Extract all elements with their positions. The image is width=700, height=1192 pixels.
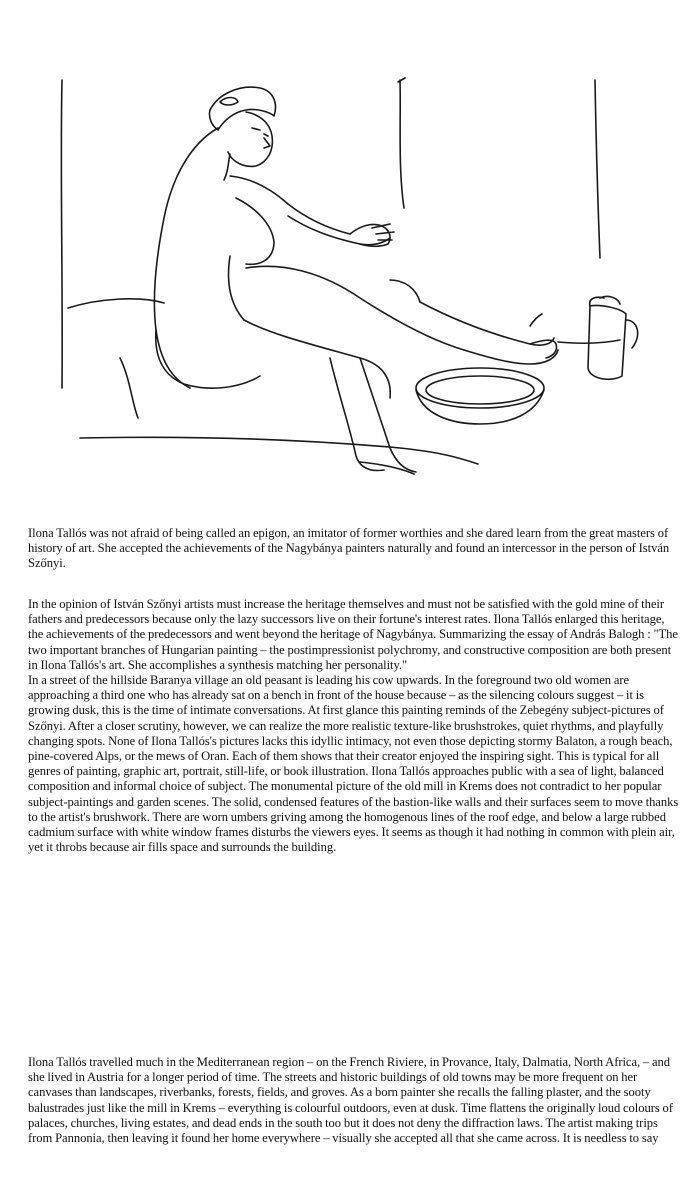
sketch-right-wall-line	[400, 80, 404, 208]
sketch-knee	[390, 280, 420, 302]
sketch-back	[154, 128, 218, 388]
sketch-thigh-under	[244, 320, 390, 398]
sketch-shin-lower	[464, 350, 558, 364]
sketch-eye	[252, 128, 260, 130]
sketch-buttock	[156, 330, 260, 388]
sketch-floor-line	[80, 437, 478, 464]
paragraph-2: In the opinion of István Szőnyi artists must increase the heritage themselves and must not be satisfied with the gold mine of their fathers and predecessors because only the lazy successors live on their fortune's interest rates. Ilona Tallós enlarged this heritage, the achievements of the predecessors and went beyond the heritage of Nagybánya. Summarizing the essay of András Balogh : "The two important branches of Hungarian painting – the postimpressionist polychromy, and constructive composition are both present in Ilona Tallós's art. She accomplishes a synthesis matching her personality."	[28, 597, 678, 672]
sketch-jug-lid	[600, 296, 620, 304]
sketch-left-vertical-line	[61, 80, 62, 388]
sketch-basin-inner	[426, 376, 534, 404]
sketch-foot	[530, 340, 557, 358]
sketch-basin-rim	[416, 368, 544, 408]
paragraph-3: In a street of the hillside Baranya village an old peasant is leading his cow upwards. In the foreground two old women are approaching a third one who has already sat on a bench in front of the house because – as the silencing colours suggest – it is growing dusk, this is the time of intimate conversations. At first glance this painting reminds of the Zebegény subject-pictures of Szőnyi. After a closer scrutiny, however, we can realize the more realistic texture-like brushstrokes, quiet rhythms, and playfully changing spots. None of Ilona Tallós's pictures lacks this idyllic intimacy, not even those depicting stormy Balaton, a rough beach, pine-covered Alps, or the mews of Oran. Each of them shows that their creator enjoyed the inspiring sight. This is typical for all genres of painting, graphic art, portrait, still-life, or book illustration. Ilona Tallós approaches public with a sea of light, balanced composition and informal choice of subject. The monumental picture of the old mill in Krems does not contradict to her popular subject-paintings and garden scenes. The solid, condensed features of the bastion-like walls and their surfaces seem to move thanks to the artist's brushwork. There are worn umbers griving among the homogenous lines of the roof edge, and below a large rubbed cadmium surface with white window frames disturbs the viewers eyes. It seems as though it had nothing in common with plein air, yet it throbs because air fills space and surrounds the building.	[28, 673, 679, 855]
paragraph-1-block	[28, 526, 682, 572]
sketch-eye-2	[264, 134, 268, 136]
sketch-illustration	[60, 58, 660, 506]
sketch-second-leg	[360, 358, 416, 472]
sketch-nose	[264, 138, 270, 148]
sketch-jug-handle	[626, 320, 638, 348]
sketch-far-right-line	[595, 80, 600, 258]
sketch-bed-lower	[120, 358, 138, 418]
paragraph-1: Ilona Tallós was not afraid of being called an epigon, an imitator of former worthies and she dared learn from the great masters of history of art. She accepted the achievements of the Nagybánya painters naturally and found an intercessor in the person of István Szőnyi.	[28, 526, 670, 571]
paragraph-2-block	[28, 597, 682, 855]
paragraph-4-block	[28, 1055, 682, 1146]
sketch-bed-line	[68, 299, 164, 308]
sketch-headscarf	[209, 87, 275, 130]
sketch-basin-body	[416, 390, 544, 424]
sketch-neck	[224, 154, 230, 180]
sketch-second-leg-back	[330, 358, 384, 470]
sketch-belly	[229, 256, 244, 320]
sketch-shin-upper	[420, 302, 554, 345]
sketch-right-wall-top	[398, 78, 405, 82]
sketch-breast	[236, 198, 274, 264]
sketch-right-shade	[530, 314, 542, 326]
paragraph-4: Ilona Tallós travelled much in the Mediterranean region – on the French Riviere, in Provance, Italy, Dalmatia, North Africa, – and she lived in Austria for a longer period of time. The streets and historic buildings of old towns may be more frequent on her canvases than landscapes, riverbanks, forests, fields, and groves. As a born painter she recalls the falling plaster, and the sooty balustrades just like the mill in Krems – everything is colourful outdoors, even at dusk. Time flattens the originally loud colours of palaces, churches, living estates, and dead ends in the south too but it does not deny the diffraction laws. The artist making trips from Pannonia, then leaving it found her home everywhere – visually she accepted all that she came across. It is needless to say	[28, 1055, 673, 1146]
sketch-headscarf-knot	[220, 98, 238, 106]
